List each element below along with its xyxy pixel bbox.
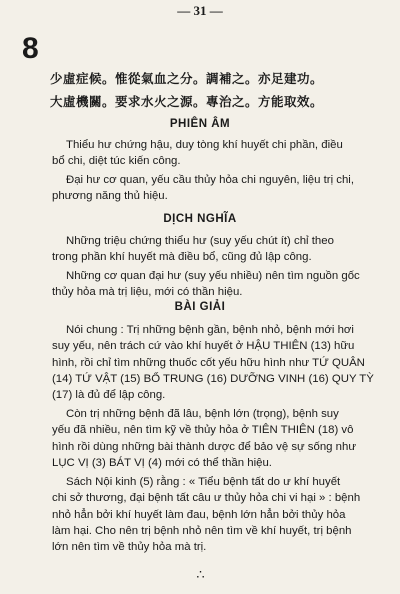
dich-nghia-paragraph-2: Những cơ quan đại hư (suy yếu nhiều) nên tìm nguồn gốc thủy hỏa mà trị liệu, mới có thần hiệu.: [52, 270, 360, 299]
phien-am-paragraph-2: Đại hư cơ quan, yếu cầu thủy hỏa chi nguyên, liệu trị chi, phương năng thủ hiệu.: [52, 174, 355, 203]
han-text-line-1: 少虛症候。惟從氣血之分。調補之。亦足建功。: [50, 71, 324, 86]
bai-giai-paragraph-2: Còn trị những bệnh đã lâu, bệnh lớn (trọng), bệnh suy yếu đã nhiều, nên tìm kỹ về thủy hỏa ở TIÊN THIÊN (18) vô hình rồi dùng những bài thành dược để bảo vệ sự sống như LỤC VỊ (3) BÁT VỊ (4) mới có thể thần hiệu.: [52, 408, 356, 469]
phien-am-paragraph-1: Thiểu hư chứng hậu, duy tòng khí huyết chi phần, điều bổ chi, diệt túc kiến công.: [52, 139, 343, 168]
page-number: — 31 —: [177, 3, 223, 18]
heading-dich-nghia: DỊCH NGHĨA: [163, 213, 237, 225]
bai-giai-paragraph-1: Nói chung : Trị những bệnh gần, bệnh nhỏ, bệnh mới hơi suy yếu, nên trách cứ vào khí huyết ở HẬU THIÊN (13) hữu hình, rồi chỉ tìm những thuốc cốt yếu hữu hình như TỨ QUÂN (14) TỨ VẬT (15) BỔ TRUNG (16) DƯỠNG VINH (16) QUY TỲ (17) là đủ để lập công.: [52, 324, 374, 402]
end-ornament: ∴: [196, 567, 204, 582]
han-text-line-2: 大虛機關。要求水火之源。專治之。方能取效。: [50, 94, 324, 109]
section-number: 8: [22, 32, 39, 65]
heading-bai-giai: BÀI GIẢI: [174, 301, 226, 313]
dich-nghia-paragraph-1: Những triệu chứng thiểu hư (suy yếu chút ít) chỉ theo trong phần khí huyết mà điều bổ, cũng đủ lập công.: [52, 235, 334, 264]
heading-phien-am: PHIÊN ÂM: [169, 118, 231, 130]
bai-giai-paragraph-3: Sách Nội kinh (5) rằng : « Tiểu bệnh tất do ư khí huyết chi sở thương, đại bệnh tất câu ư thủy hỏa chi vi hại » : bệnh nhỏ hẳn bởi khí huyết làm đau, bệnh lớn hẳn bởi thủy hỏa làm hại. Cho nên trị bệnh nhỏ nên tìm về khí huyết, trị bệnh lớn nên tìm về thủy hỏa mà trị.: [52, 476, 361, 554]
